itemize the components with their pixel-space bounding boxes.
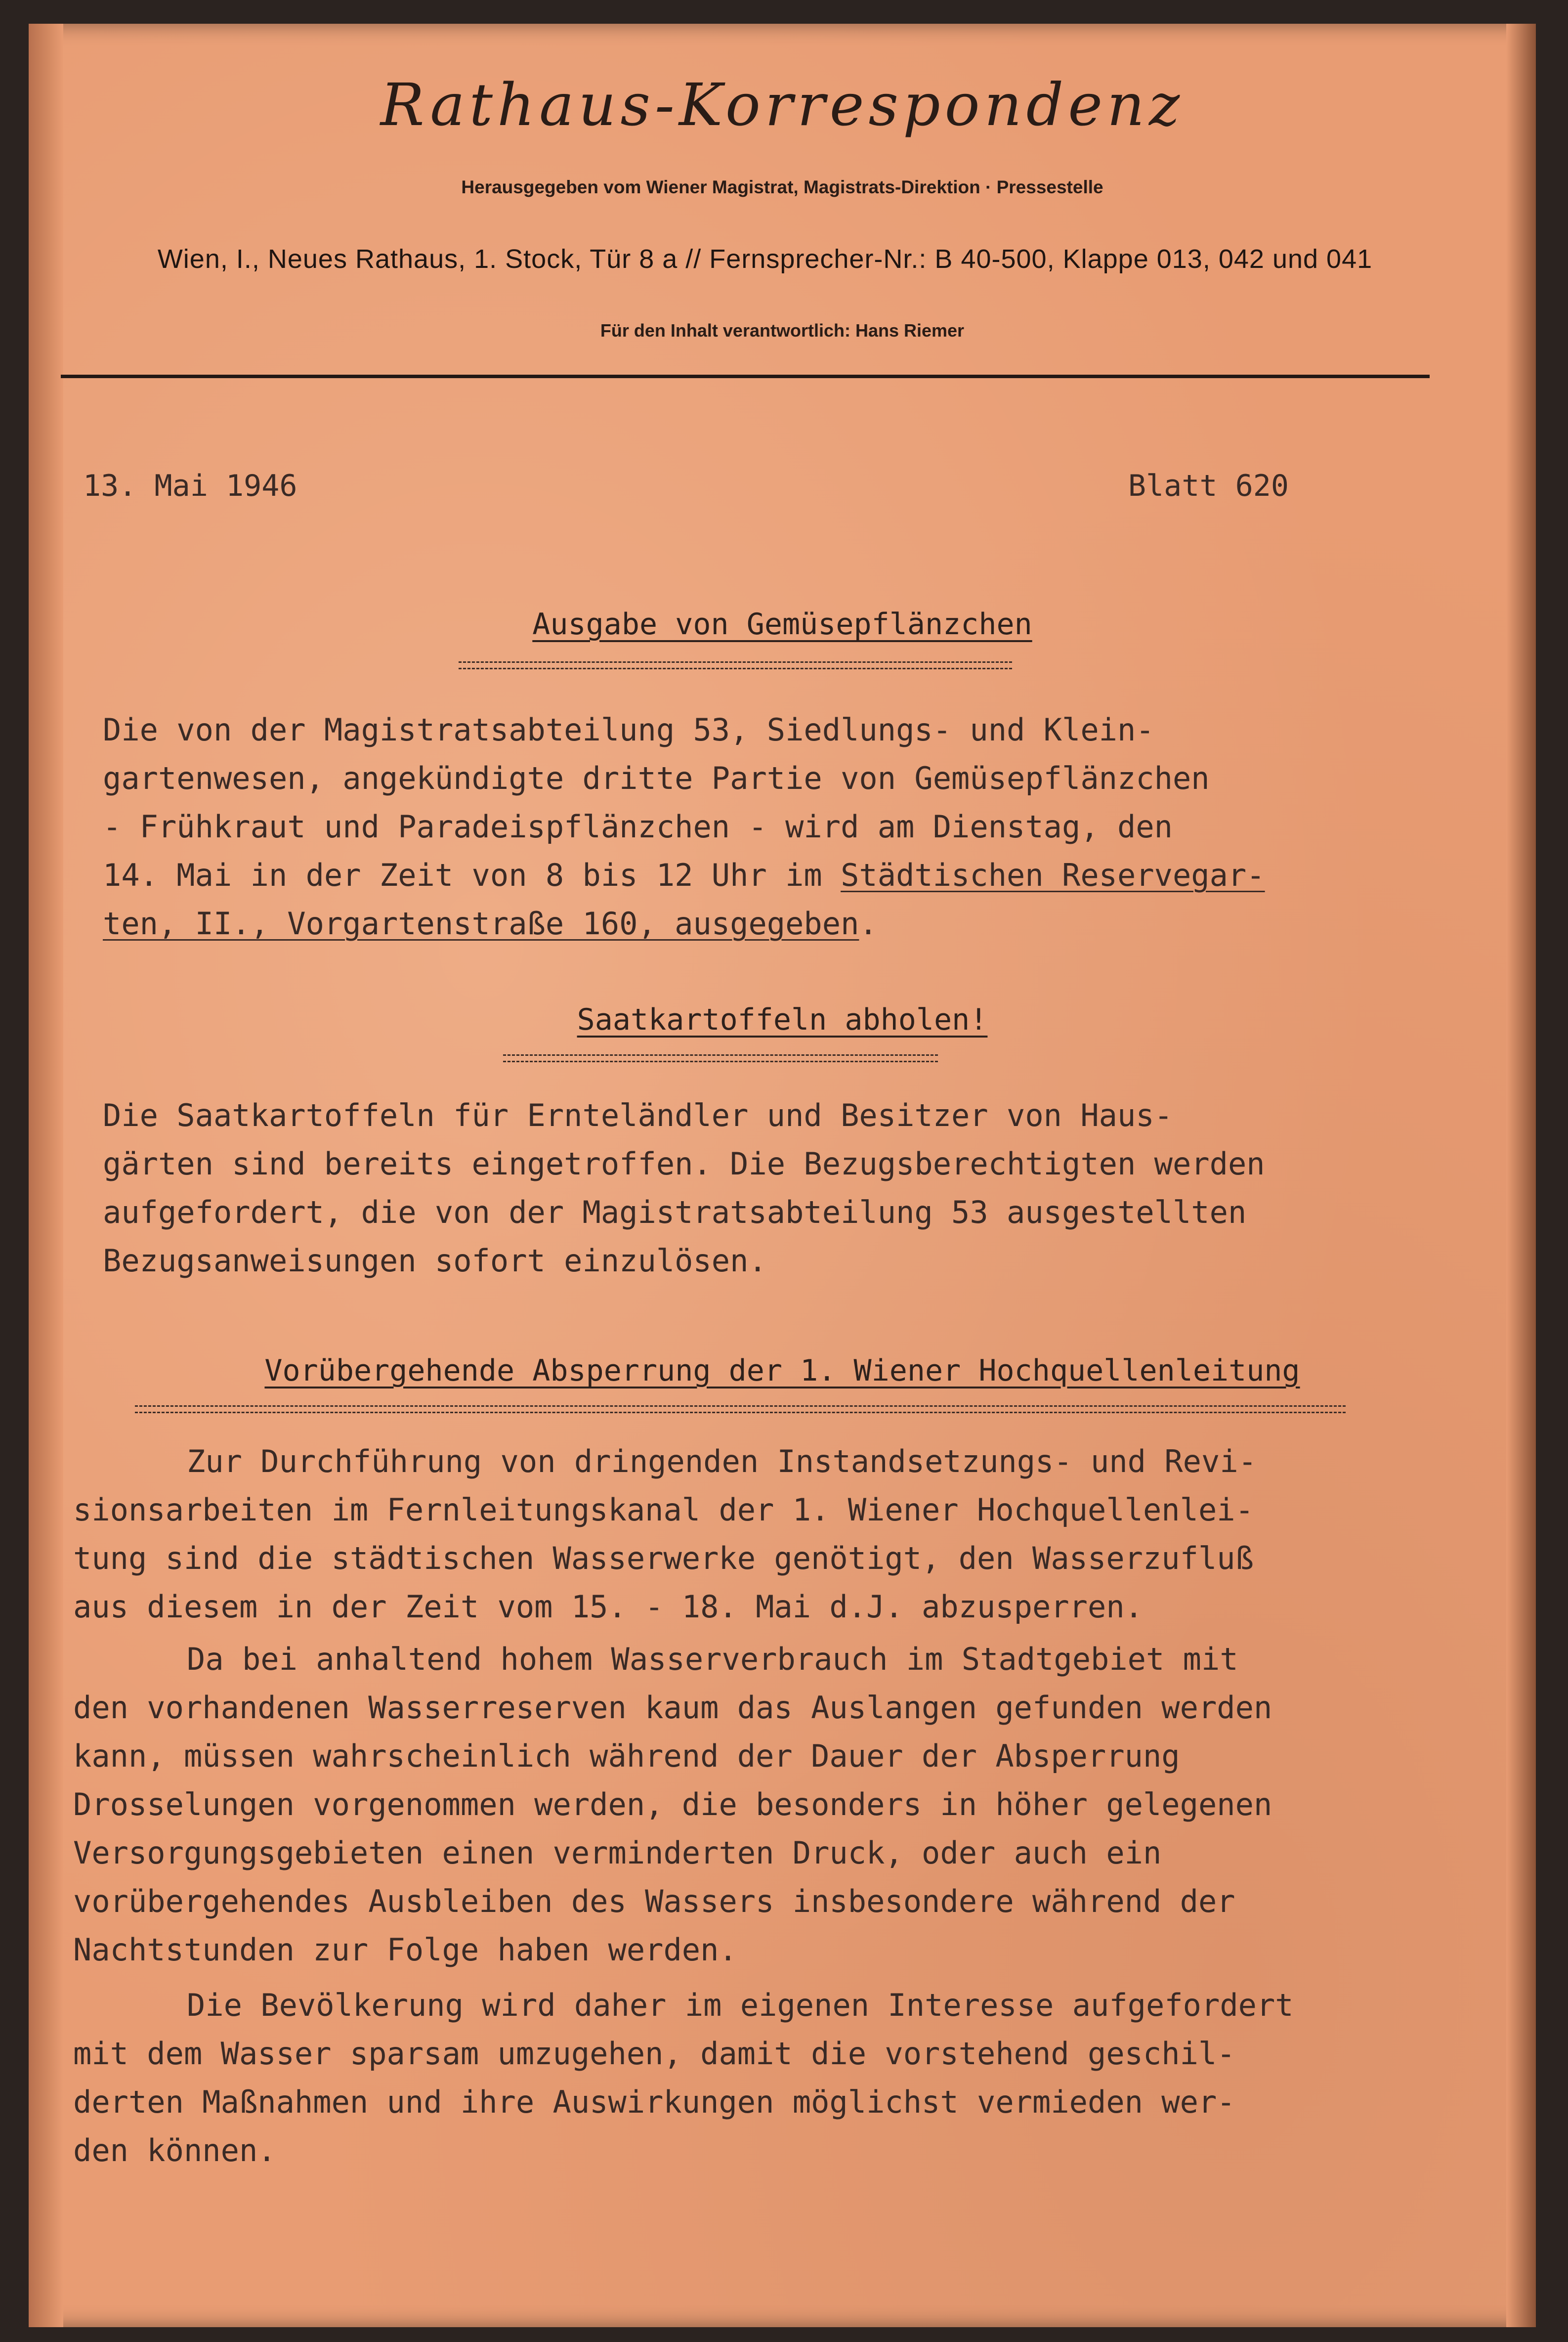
article-headline xyxy=(29,1002,1536,1037)
article-paragraph: Die Bevölkerung wird daher im eigenen Interesse aufgefordert mit dem Wasser sparsam umzugehen, damit die vorstehend geschil- derten Maßnahmen und ihre Auswirkungen möglichst vermieden wer- den können. xyxy=(73,1987,1294,2169)
double-underline xyxy=(135,1405,1346,1413)
page-edge xyxy=(1506,24,1536,2327)
article-body xyxy=(103,706,1412,948)
article-paragraph: Da bei anhaltend hohem Wasserverbrauch im Stadtgebiet mit den vorhandenen Wasserreserven kaum das Auslangen gefunden werden kann, müssen wahrscheinlich während der Dauer der Absperrung Drosselungen vorgenommen werden, die besonders in höher gelegenen Versorgungsgebieten einen verminderten Druck, oder auch ein vorübergehendes Ausbleiben des Wassers insbesondere während der Nachtstunden zur Folge haben werden. xyxy=(73,1641,1272,1968)
publisher-line: Herausgegeben vom Wiener Magistrat, Magistrats-Direktion · Pressestelle xyxy=(461,177,1103,197)
body-text: Die von der Magistratsabteilung 53, Siedlungs- und Klein- gartenwesen, angekündigte dritte Partie von Gemüsepflänzchen - Frühkraut und Paradeispflänzchen - wird am Dienstag, den 14. Mai in der Zeit von 8 bis 12 Uhr im xyxy=(103,712,1210,893)
masthead-title: Rathaus-Korrespondenz xyxy=(380,71,1185,139)
article-paragraph: Zur Durchführung von dringenden Instandsetzungs- und Revi- sionsarbeiten im Fernleitungskanal der 1. Wiener Hochquellenlei- tung sind die städtischen Wasserwerke genötigt, den Wasserzufluß aus diesem in der Zeit vom 15. - 18. Mai d.J. abzusperren. xyxy=(73,1443,1257,1625)
issue-date: 13. Mai 1946 xyxy=(83,469,297,503)
place-text: Städtischen Reservegar- ten, II., Vorgartenstraße 160, ausgegeben xyxy=(103,857,1265,942)
headline-text: Ausgabe von Gemüsepflänzchen xyxy=(532,607,1032,642)
article-headline xyxy=(29,1353,1536,1388)
double-underline xyxy=(503,1054,938,1062)
address-line: Wien, I., Neues Rathaus, 1. Stock, Tür 8 a // Fernsprecher-Nr.: B 40-500, Klappe 013, 042 und 041 xyxy=(157,244,1373,274)
binding-gutter xyxy=(29,24,63,2327)
document-page xyxy=(29,24,1536,2327)
article-headline xyxy=(29,607,1536,642)
body-text-end: . xyxy=(859,906,878,942)
headline-text: Saatkartoffeln abholen! xyxy=(577,1002,988,1037)
double-underline xyxy=(459,661,1012,669)
article-body: Die Saatkartoffeln für Ernteländler und Besitzer von Haus- gärten sind bereits eingetroffen. Die Bezugsberechtigten werden aufgefordert, die von der Magistratsabteilung 53 ausgestellten Bezugsanweisungen sofort einzulösen. xyxy=(103,1097,1265,1279)
sheet-number: Blatt 620 xyxy=(1128,469,1289,503)
headline-text: Vorübergehende Absperrung der 1. Wiener Hochquellenleitung xyxy=(264,1353,1300,1388)
header-rule xyxy=(61,375,1430,378)
responsible-line: Für den Inhalt verantwortlich: Hans Riemer xyxy=(600,320,965,341)
